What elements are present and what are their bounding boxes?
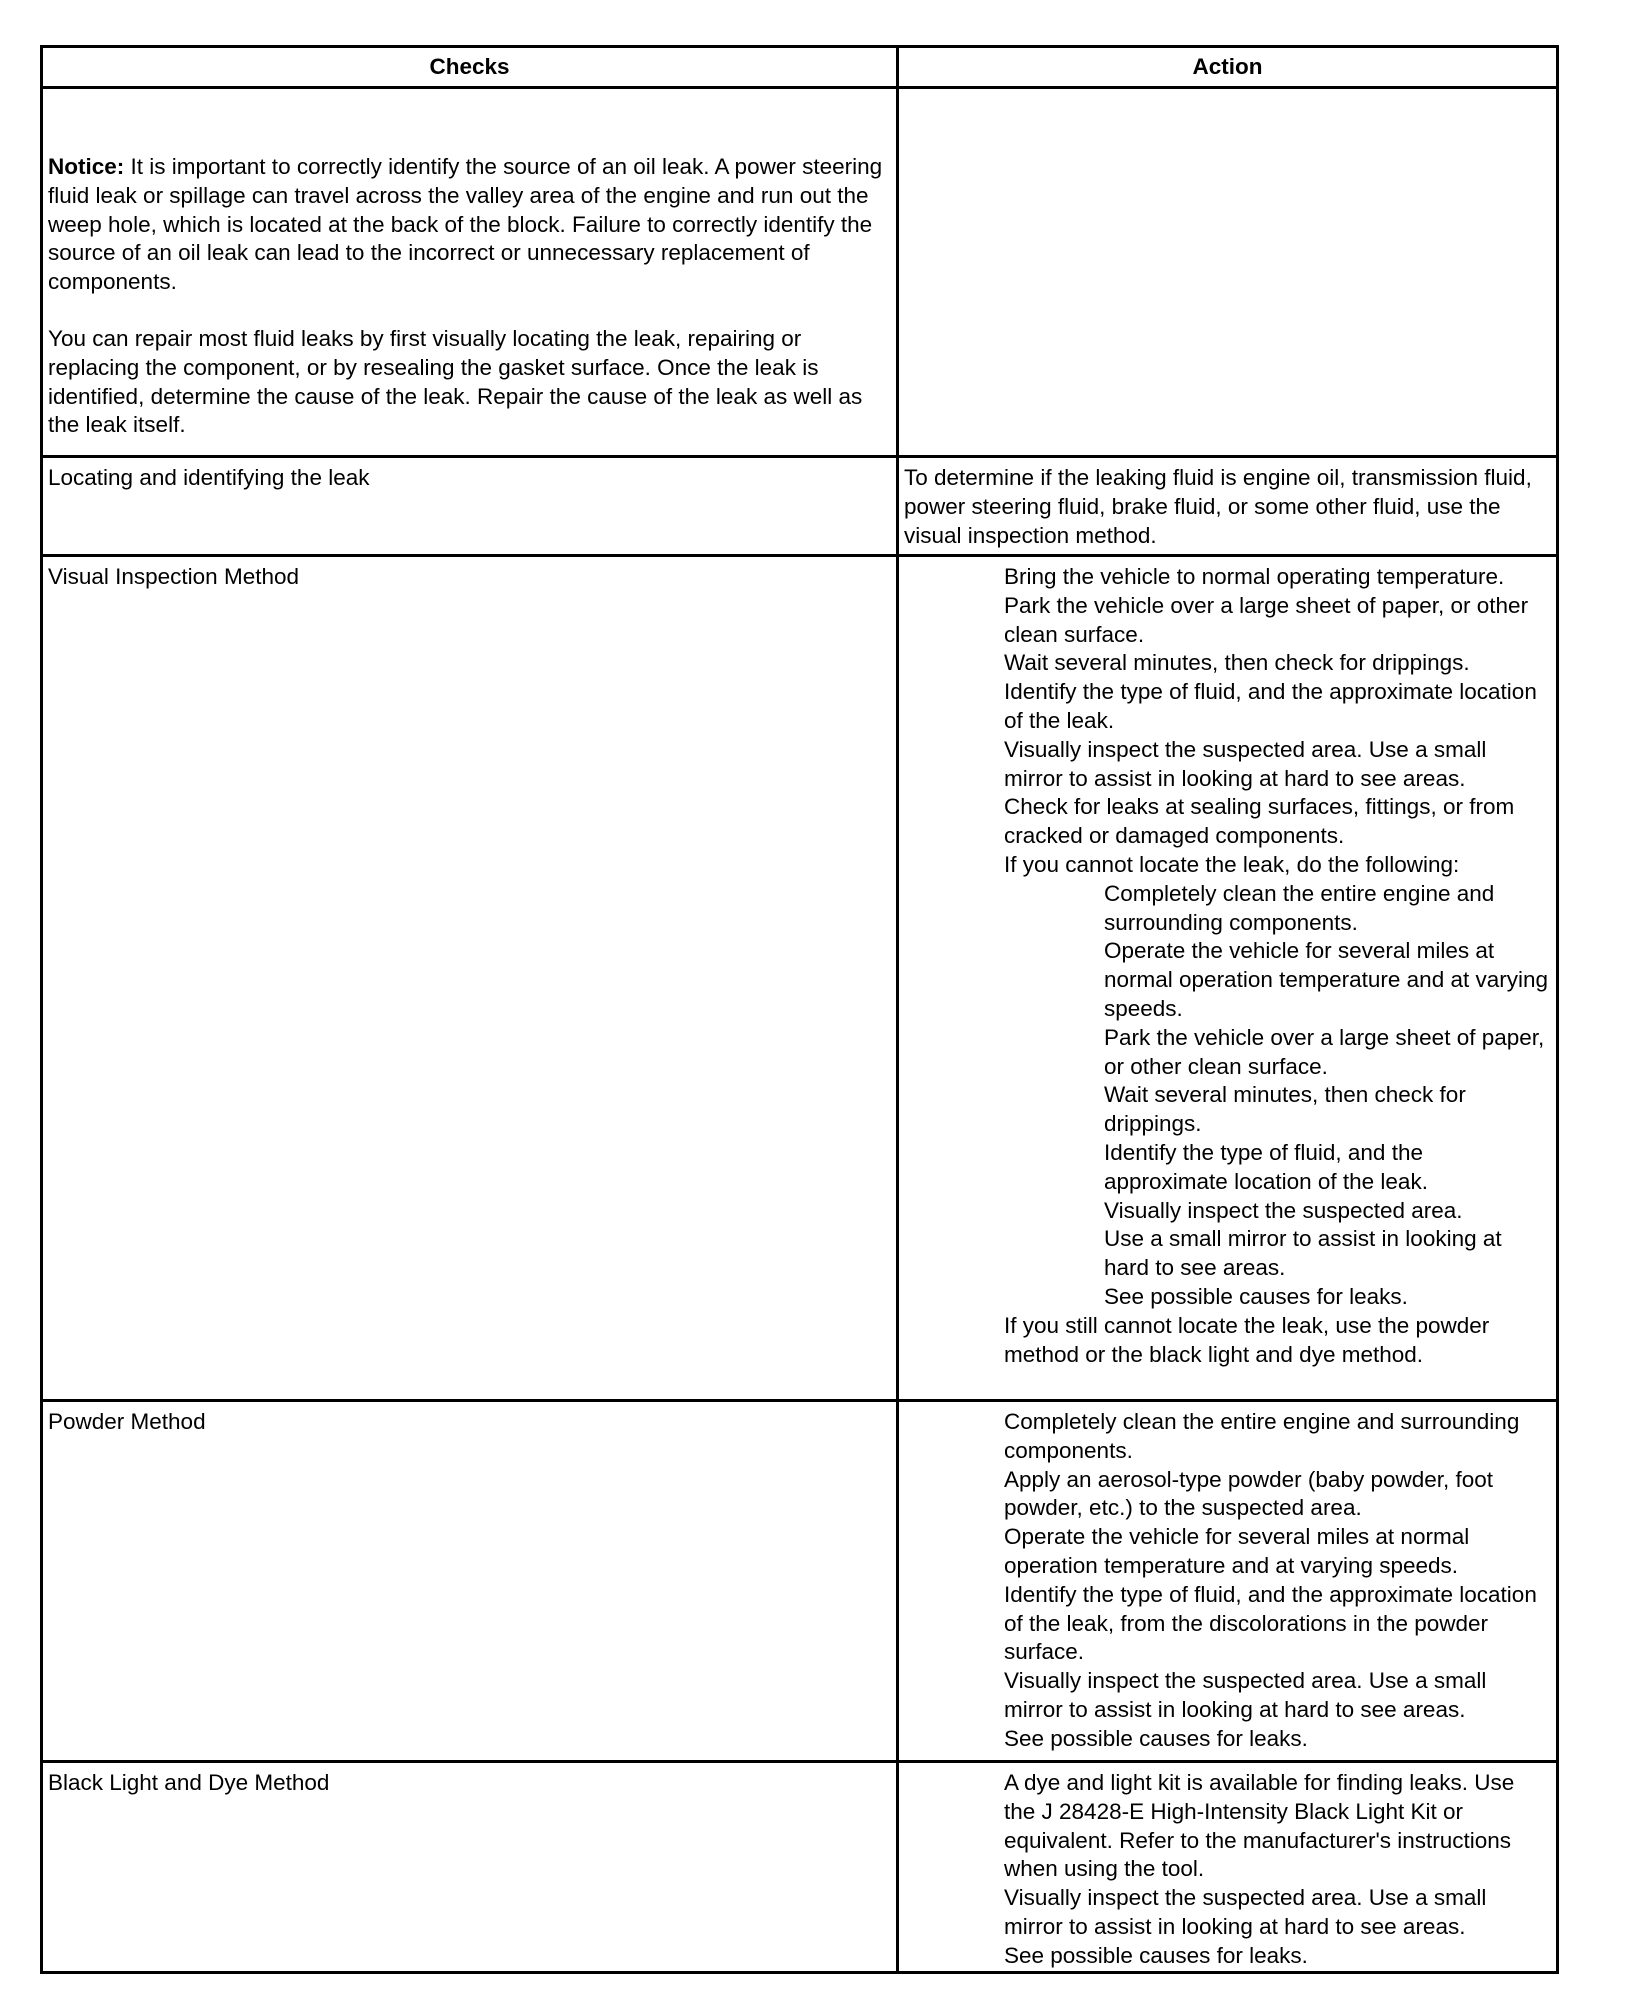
list-item: See possible causes for leaks. [1004,1725,1308,1751]
sub-list-item: See possible causes for leaks. [1104,1283,1408,1309]
checks-column-header: Checks [42,47,898,88]
action-column-header: Action [898,47,1558,88]
visual-steps-list [904,563,1551,1369]
black-light-dye-row [42,1762,1558,1973]
list-item: Visually inspect the suspected area. Use a small mirror to assist in looking at hard to see areas. [1004,1668,1487,1722]
list-item: Operate the vehicle for several miles at normal operation temperature and at varying speeds. [1004,1524,1470,1578]
list-item: Visually inspect the suspected area. Use a small mirror to assist in looking at hard to see areas. [1004,736,1487,791]
powder-steps-list [904,1408,1551,1754]
powder-check-label: Powder Method [48,1409,206,1434]
powder-check-cell [42,1401,898,1762]
powder-action-cell [898,1401,1558,1762]
blacklight-steps-list [904,1769,1551,1971]
sub-list-item: Visually inspect the suspected area. [1104,1197,1463,1223]
locating-action-text: To determine if the leaking fluid is engine oil, transmission fluid, power steering fluid, brake fluid, or some other fluid, use the visual inspection method. [904,465,1532,548]
list-item: Visually inspect the suspected area. Use a small mirror to assist in looking at hard to see areas. [1004,1885,1487,1939]
sub-list-item: Completely clean the entire engine and surrounding components. [1104,880,1495,935]
sub-list-item: Use a small mirror to assist in looking at hard to see areas. [1104,1226,1502,1281]
list-item: Completely clean the entire engine and surrounding components. [1004,1409,1520,1463]
list-item: See possible causes for leaks. [1004,1942,1308,1968]
notice-text: It is important to correctly identify the source of an oil leak. A power steering fluid leak or spillage can travel across the valley area of the engine and run out the weep hole, which is located at the back of the block. Failure to correctly identify the source of an oil leak can lead to the incorrect or unnecessary replacement of components. [48,154,883,295]
notice-paragraph [48,153,891,297]
visual-action-cell [898,556,1558,1401]
notice-cell [42,88,898,457]
locating-action-cell [898,457,1558,556]
notice-action-cell [898,88,1558,457]
sub-list-item: Park the vehicle over a large sheet of paper, or other clean surface. [1104,1024,1545,1079]
list-item: If you still cannot locate the leak, use the powder method or the black light and dye method. [1004,1312,1490,1367]
list-item: Park the vehicle over a large sheet of paper, or other clean surface. [1004,592,1529,647]
list-item: Identify the type of fluid, and the approximate location of the leak. [1004,679,1537,733]
sub-list-item: Wait several minutes, then check for drippings. [1104,1082,1466,1137]
locating-row [42,457,1558,556]
repair-paragraph: You can repair most fluid leaks by first visually locating the leak, repairing or replacing the component, or by resealing the gasket surface. Once the leak is identified, determine the cause of the leak. Repair the cause of the leak as well as the leak itself. [48,325,863,438]
header-row [42,47,1558,88]
list-item: Wait several minutes, then check for drippings. [1004,650,1470,676]
list-item: A dye and light kit is available for finding leaks. Use the J 28428-E High-Intensity Black Light Kit or equivalent. Refer to the manufacturer's instructions when using the tool. [1004,1770,1515,1882]
list-item: Identify the type of fluid, and the approximate location of the leak, from the discolorations in the powder surface. [1004,1581,1537,1665]
locating-check-label: Locating and identifying the leak [48,465,370,490]
notice-block [48,153,891,440]
visual-substeps-list [1004,880,1551,1312]
blacklight-check-label: Black Light and Dye Method [48,1770,330,1795]
blacklight-action-cell [898,1762,1558,1973]
list-item-with-substeps [1004,851,1551,1312]
list-item-text: If you cannot locate the leak, do the following: [1004,851,1460,877]
notice-label: Notice: [48,154,125,179]
notice-row [42,88,1558,457]
sub-list-item: Identify the type of fluid, and the approximate location of the leak. [1104,1139,1428,1194]
list-item: Apply an aerosol-type powder (baby powder, foot powder, etc.) to the suspected area. [1004,1466,1494,1521]
leak-diagnosis-table [40,45,1559,1974]
visual-check-cell [42,556,898,1401]
visual-check-label: Visual Inspection Method [48,564,299,589]
visual-inspection-row [42,556,1558,1401]
blacklight-check-cell [42,1762,898,1973]
sub-list-item: Operate the vehicle for several miles at normal operation temperature and at varying speeds. [1104,938,1549,1021]
powder-method-row [42,1401,1558,1762]
locating-check-cell [42,457,898,556]
list-item: Check for leaks at sealing surfaces, fittings, or from cracked or damaged components. [1004,794,1515,849]
list-item: Bring the vehicle to normal operating temperature. [1004,564,1505,589]
